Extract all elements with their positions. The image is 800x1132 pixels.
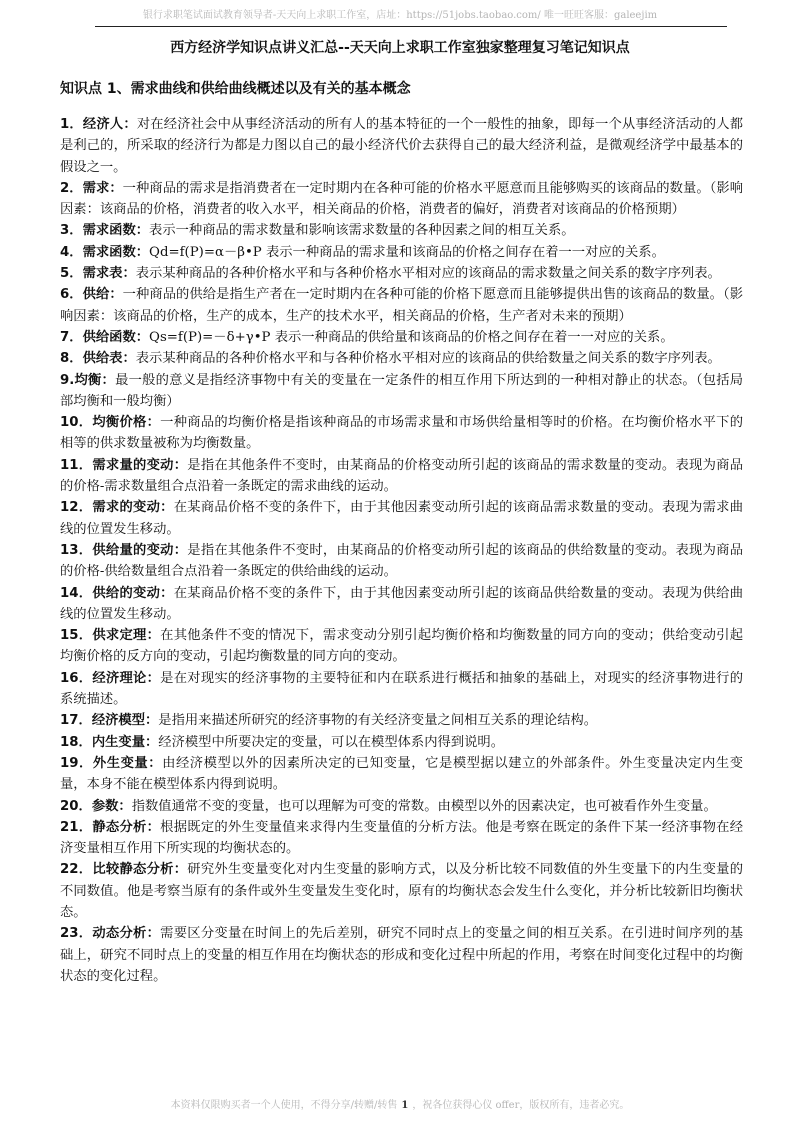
definition-term: 供给的变动 [92,585,161,601]
definition-item [60,178,743,221]
definition-number: 11． [60,457,93,473]
definition-text: Qs=f(P)=－δ+γ•P 表示一种商品的供给量和该商品的价格之间存在着一一对应的关系。 [149,329,674,345]
definition-number: 2． [60,180,83,196]
definition-text: 是指在其他条件不变时，由某商品的价格变动所引起的该商品的供给数量的变动。表现为商品的价格-供给数量组合点沿着一条既定的供给曲线的运动。 [60,542,744,580]
definition-term: 供给 [82,287,110,303]
definition-text: 是指在其他条件不变时，由某商品的价格变动所引起的该商品的需求数量的变动。表现为商品的价格-需求数量组合点沿着一条既定的需求曲线的运动。 [60,457,744,495]
definition-text: 由经济模型以外的因素所决定的已知变量，它是模型据以建立的外部条件。外生变量决定内生变量，本身不能在模型体系内得到说明。 [60,755,744,793]
definition-number: 6． [60,287,83,303]
definition-term: 需求量的变动 [92,457,174,473]
definition-item [60,732,743,753]
definition-separator: ： [135,223,150,239]
definition-text: 研究外生变量变化对内生变量的影响方式，以及分析比较不同数值的外生变量下的内生变量的不同数值。他是考察当原有的条件或外生变量发生变化时，原有的均衡状态会发生什么变化，并分析比较新旧均衡状态。 [60,862,744,920]
definition-separator: ： [146,415,161,431]
definition-item [60,923,743,987]
section-heading: 知识点 1、需求曲线和供给曲线概述以及有关的基本概念 [60,81,411,97]
header-notice: 银行求职笔试面试教育领导者-天天向上求职工作室，店址：https://51jobs.taobao.com/ 唯一旺旺客服：galeejim [142,10,658,21]
definition-separator: ： [173,862,188,878]
definition-item [60,455,743,498]
definition-text: 根据既定的外生变量值来求得内生变量值的分析方法。他是考察在既定的条件下某一经济事物在经济变量相互作用下所实现的均衡状态的。 [60,819,744,857]
definition-number: 1． [60,117,83,132]
definition-term: 静态分析 [92,819,147,835]
definition-separator: ： [109,287,123,303]
definition-item [60,668,743,711]
definition-number: 17． [60,713,92,729]
definition-term: 需求 [82,180,110,196]
footer-left-text: 本资料仅限购买者一个人使用，不得分享/转赠/转售 [170,1100,398,1111]
definition-number: 5． [60,266,83,282]
definition-separator: ： [145,734,159,750]
definition-item [60,370,743,413]
definition-number: 3． [60,223,83,239]
definition-item [60,859,743,923]
definition-text: 是指用来描述所研究的经济事物的有关经济变量之间相互关系的理论结构。 [158,713,598,729]
definition-item [60,284,743,327]
definition-term: 外生变量 [92,755,149,771]
definition-number: 20． [60,798,92,814]
definition-separator: ： [145,713,159,729]
definition-term: 需求函数 [82,244,136,260]
definition-item [60,753,743,796]
definition-separator: ： [148,755,163,771]
footer-notice [0,1096,800,1111]
definition-text: 指数值通常不变的变量，也可以理解为可变的常数。由模型以外的因素决定，也可被看作外生变量。 [131,798,717,814]
definition-number: 19． [60,755,93,771]
definition-number: 18． [60,734,92,750]
definition-term: 内生变量 [91,734,145,750]
definition-item [60,625,743,668]
definition-number: 13． [60,542,93,558]
document-title: 西方经济学知识点讲义汇总--天天向上求职工作室独家整理复习笔记知识点 [170,40,630,56]
definition-number: 23． [60,926,93,942]
definition-text: Qd=f(P)=α－β•P 表示一种商品的需求量和该商品的价格之间存在着一一对应的关系。 [149,244,665,260]
definition-item [60,796,743,817]
definition-term: 比较静态分析 [92,862,174,878]
definition-separator: ： [173,542,188,558]
definition-number: 15． [60,628,93,644]
definition-separator: ： [122,351,136,367]
header-divider [95,26,727,27]
definition-term: 经济模型 [91,713,145,729]
definition-text: 表示某种商品的各种价格水平和与各种价格水平相对应的该商品的需求数量之间关系的数字序列表。 [135,266,721,282]
definition-item [60,242,743,263]
page-number: 1 [401,1100,409,1111]
definition-text: 在某商品价格不变的条件下，由于其他因素变动所引起的该商品供给数量的变动。表现为供给曲线的位置发生移动。 [60,585,744,622]
definition-separator: ： [160,500,174,516]
definition-list [60,114,743,987]
definition-separator: ： [146,819,161,835]
definition-term: 供给量的变动 [92,542,174,558]
definition-term: 供给函数 [82,329,136,345]
definition-number: 22． [60,862,93,878]
definition-text: 一种商品的需求是指消费者在一定时期内在各种可能的价格水平愿意而且能够购买的该商品的数量。（影响因素：该商品的价格，消费者的收入水平，相关商品的价格，消费者的偏好，消费者对该商品的价格预期） [60,180,743,218]
definition-item [60,220,743,241]
definition-separator: ： [173,457,188,473]
definition-text: 最一般的意义是指经济事物中有关的变量在一定条件的相互作用下所达到的一种相对静止的状态。（包括局部均衡和一般均衡） [60,372,744,409]
definition-text: 一种商品的均衡价格是指该种商品的市场需求量和市场供给量相等时的价格。在均衡价格水平下的相等的供求数量被称为均衡数量。 [60,415,744,452]
definition-item [60,412,743,455]
definition-text: 经济模型中所要决定的变量，可以在模型体系内得到说明。 [158,734,505,750]
definition-separator: ： [135,244,150,260]
definition-text: 是在对现实的经济事物的主要特征和内在联系进行概括和抽象的基础上，对现实的经济事物进行的系统描述。 [60,670,744,708]
definition-term: 均衡 [74,372,102,388]
definition-term: 供求定理 [92,628,147,644]
definition-term: 需求表 [82,266,123,282]
definition-number: 4． [60,244,83,260]
definition-item [60,263,743,284]
definition-number: 21． [60,819,93,835]
definition-term: 经济人 [82,117,124,132]
definition-separator: ： [146,670,161,686]
definition-number: 14． [60,585,93,601]
definition-number: 10． [60,415,93,431]
definition-number: 12． [60,500,93,516]
definition-separator: ： [135,329,150,345]
definition-number: 9. [60,372,75,388]
definition-text: 对在经济社会中从事经济活动的所有人的基本特征的一个一般性的抽象，即每一个从事经济活动的人都是利己的，所采取的经济行为都是力图以自己的最小经济代价去获得自己的最大经济利益，是微观经济学中最基本的假设之一。 [60,117,744,175]
definition-separator: ： [122,266,136,282]
definition-separator: ： [109,180,123,196]
definition-separator: ： [123,117,137,132]
definition-separator: ： [146,628,161,644]
definition-separator: ： [160,585,174,601]
definition-item [60,540,743,583]
definition-term: 需求的变动 [92,500,161,516]
definition-text: 在某商品价格不变的条件下，由于其他因素变动所引起的该商品需求数量的变动。表现为需求曲线的位置发生移动。 [60,500,744,537]
definition-item [60,497,743,540]
definition-number: 7． [60,329,83,345]
definition-number: 8． [60,351,83,367]
definition-text: 需要区分变量在时间上的先后差别，研究不同时点上的变量之间的相互关系。在引进时间序列的基础上，研究不同时点上的变量的相互作用在均衡状态的形成和变化过程中所起的作用，考察在时间变化过程中的均衡状态的变化过程。 [60,926,744,984]
definition-separator: ： [118,798,132,814]
definition-separator: ： [146,926,161,942]
definition-item [60,114,743,178]
footer-right-text: ，祝各位获得心仪 offer，版权所有，违者必究。 [412,1100,630,1111]
definition-text: 表示某种商品的各种价格水平和与各种价格水平相对应的该商品的供给数量之间关系的数字序列表。 [135,351,721,367]
definition-term: 供给表 [82,351,123,367]
definition-item [60,710,743,731]
definition-term: 经济理论 [92,670,147,686]
definition-text: 一种商品的供给是指生产者在一定时期内在各种可能的价格下愿意而且能够提供出售的该商品的数量。（影响因素：该商品的价格，生产的成本，生产的技术水平，相关商品的价格，生产者对未来的预期） [60,287,743,324]
definition-term: 需求函数 [82,223,136,239]
definition-item [60,817,743,860]
definition-item [60,583,743,626]
definition-term: 均衡价格 [92,415,147,431]
definition-term: 参数 [91,798,119,814]
definition-item [60,327,743,348]
definition-separator: ： [101,372,116,388]
definition-number: 16． [60,670,93,686]
definition-item [60,348,743,369]
definition-text: 表示一种商品的需求数量和影响该需求数量的各种因素之间的相互关系。 [149,223,575,239]
definition-text: 在其他条件不变的情况下，需求变动分别引起均衡价格和均衡数量的同方向的变动；供给变动引起均衡价格的反方向的变动，引起均衡数量的同方向的变动。 [60,628,744,665]
definition-term: 动态分析 [92,926,147,942]
